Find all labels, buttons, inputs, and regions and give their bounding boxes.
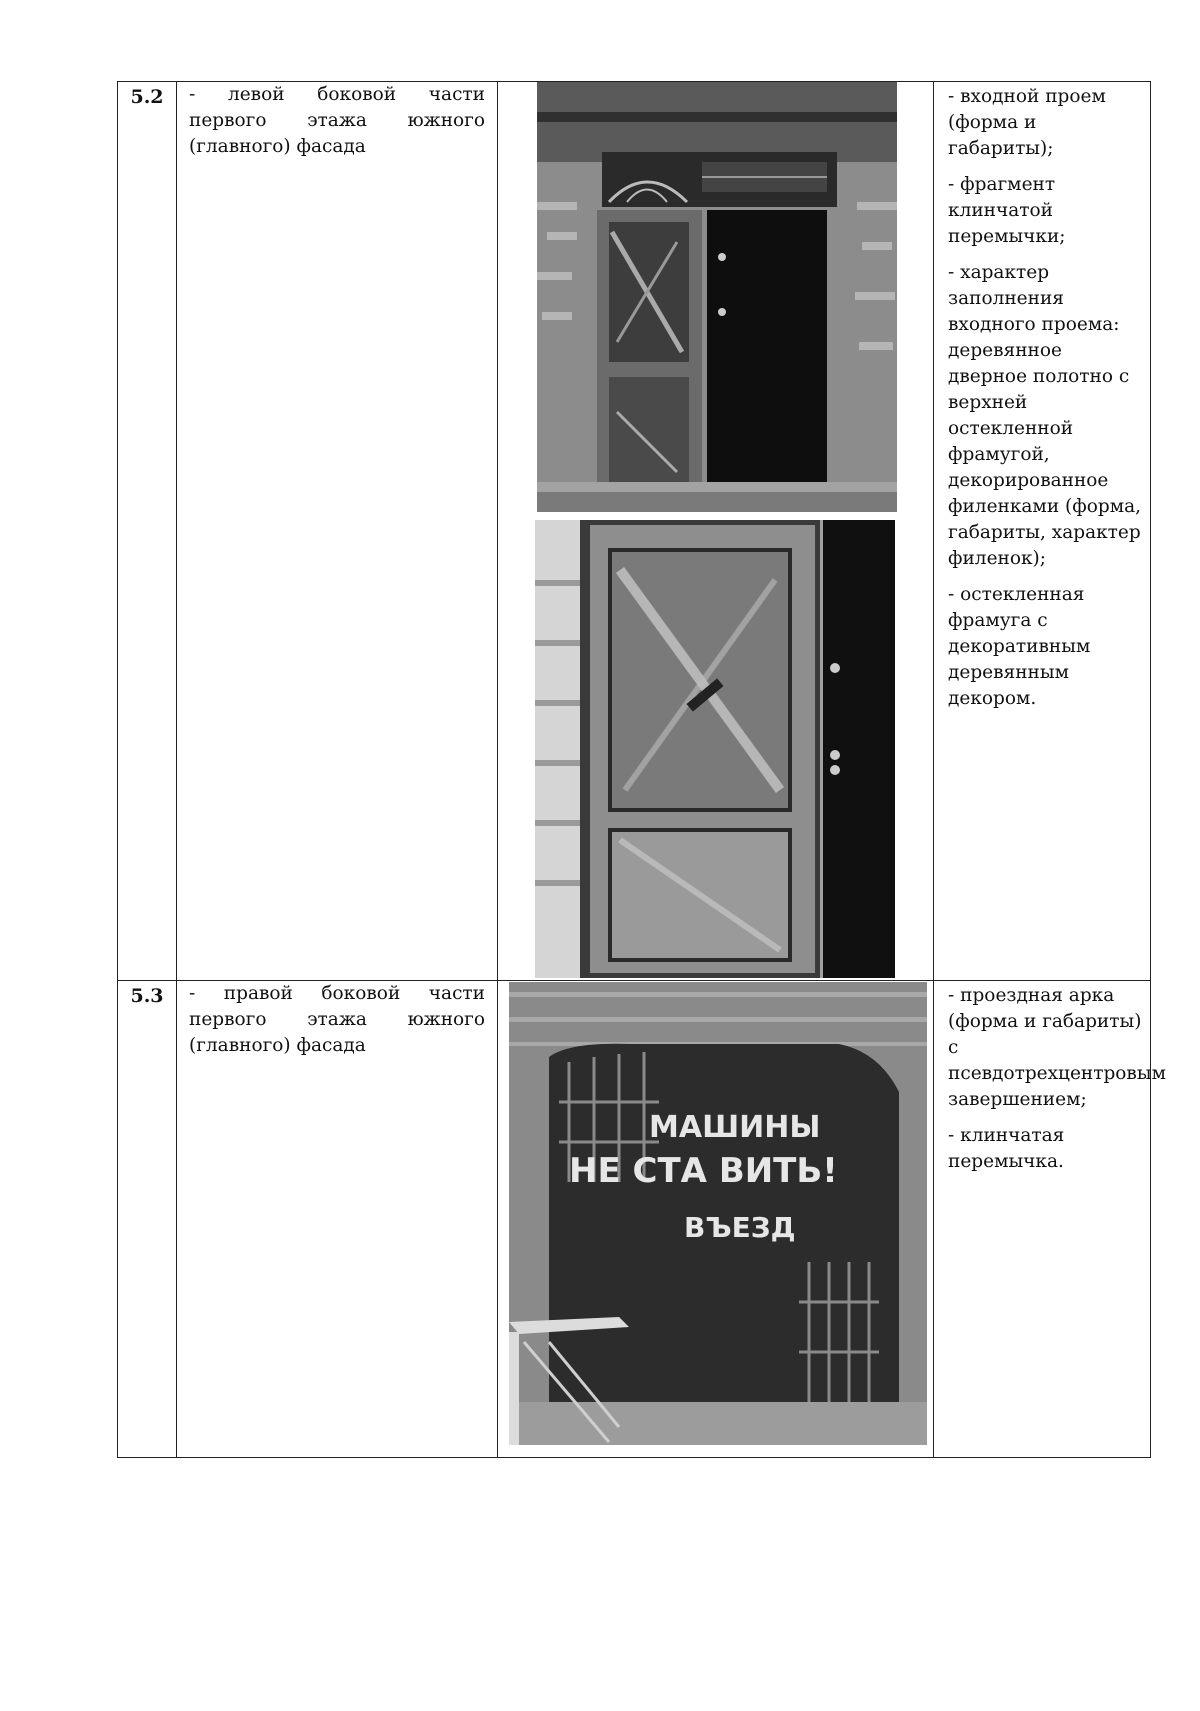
photo-slogan-line: ВЪЕЗД xyxy=(684,1211,796,1244)
row-number: 5.3 xyxy=(118,981,177,1458)
row-number: 5.2 xyxy=(118,82,177,981)
feature-item: - проездная арка (форма и габариты) с псевдотрехцентровым завершением; xyxy=(948,985,1166,1110)
monument-subject-table xyxy=(117,81,1166,1458)
photo-slogan-line: МАШИНЫ xyxy=(649,1110,821,1145)
row-features xyxy=(934,981,1166,1458)
feature-item: - остекленная фрамуга с декоративным деревянным декором. xyxy=(948,584,1091,709)
feature-item: - клинчатая перемычка. xyxy=(948,1125,1065,1172)
photo-cell xyxy=(498,981,934,1458)
row-features xyxy=(934,82,1151,981)
table-row xyxy=(118,82,1151,981)
feature-item: - входной проем (форма и габариты); xyxy=(948,86,1106,159)
feature-item: - характер заполнения входного проема: деревянное дверное полотно с верхней остекленной фрамугой, декорированное филенками (форма, габариты, характер филенок); xyxy=(948,262,1142,569)
photo-cell xyxy=(498,82,934,981)
feature-item: - фрагмент клинчатой перемычки; xyxy=(948,174,1066,247)
doorway-photo xyxy=(537,82,897,512)
archway-photo xyxy=(509,982,927,1445)
table-row xyxy=(118,981,1151,1458)
row-description: - правой боковой части первого этажа южного (главного) фасада xyxy=(177,981,498,1458)
row-description: - левой боковой части первого этажа южного (главного) фасада xyxy=(177,82,498,981)
photo-slogan-line: НЕ СТА ВИТЬ! xyxy=(569,1151,838,1191)
door-leaf-photo xyxy=(535,520,895,978)
